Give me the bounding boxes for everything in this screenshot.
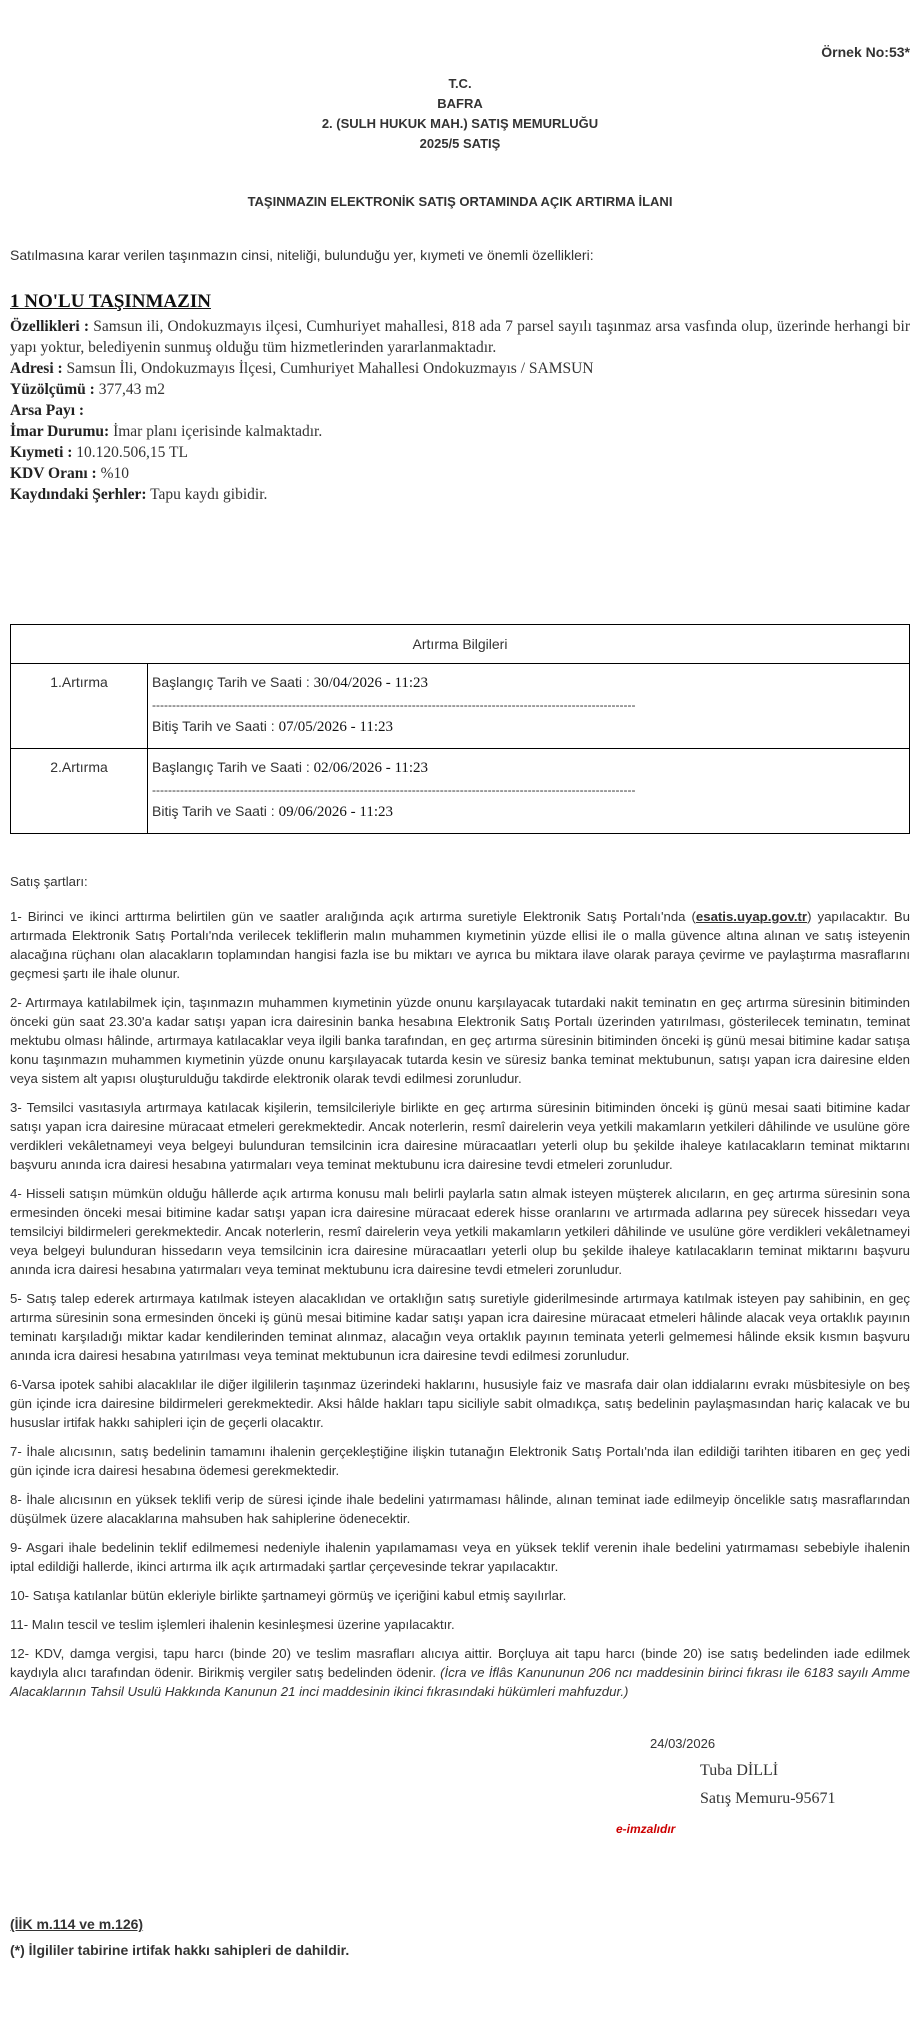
auction-times: [148, 664, 910, 749]
law-reference: (İİK m.114 ve m.126): [10, 1916, 144, 1932]
term-8: 8- İhale alıcısının en yüksek teklifi verip de süresi içinde ihale bedelini yatırmaması hâlinde, alınan teminat iade edilmeyip öncelikle satış masraflarından düşülmek üzere alacaklarına mahsuben hak sahiplerine ödenecektir.: [10, 1492, 910, 1526]
term-11: 11- Malın tescil ve teslim işlemleri ihalenin kesinleşmesi üzerine yapılacaktır.: [10, 1617, 455, 1632]
property-land-share: Arsa Payı :: [10, 402, 85, 419]
property-features: Özellikleri : Samsun ili, Ondokuzmayıs ilçesi, Cumhuriyet mahallesi, 818 ada 7 parsel sayılı taşınmaz arsa vasfında olup, üzerinde herhangi bir yapı yoktur, belediyenin sunmuş olduğu tüm hizmetlerinden yararlanmaktadır.: [10, 318, 910, 356]
property-zoning: İmar Durumu: İmar planı içerisinde kalmaktadır.: [10, 423, 323, 440]
header-block: [10, 74, 910, 154]
property-address: Adresi : Samsun İli, Ondokuzmayıs İlçesi, Cumhuriyet Mahallesi Ondokuzmayıs / SAMSUN: [10, 360, 594, 377]
term-6: 6-Varsa ipotek sahibi alacaklılar ile diğer ilgililerin taşınmaz üzerindeki haklarını, hususiyle faiz ve masrafa dair olan iddialarını evrakı müsbitesiyle on beş gün içinde icra dairesine bildirmeleri gerekmektedir. Aksi hâlde hakları tapu siciliyle sabit olmadıkça, satış bedelinin paylaşmasından hariç kalacak ve bu hususlar irtifak hakkı sahipleri için de geçerli olacaktır.: [10, 1377, 910, 1430]
term-1: 1- Birinci ve ikinci arttırma belirtilen gün ve saatler aralığında açık artırma suretiyle Elektronik Satış Portalı'nda (esatis.uyap.gov.tr) yapılacaktır. Bu artırmada Elektronik Satış Portalı'nda verilecek tekliflerin malın muhammen kıymetinin yüzde ellisi ile o malla güvence altına alınan ve satış isteyenin alacağına rüçhanı olan alacakların toplamından hangisi fazla ise bu miktarı ve ayrıca bu miktara ilave olarak paraya çevirme ve paylaştırma masraflarını geçmesi şartı ile ihale olunur.: [10, 909, 910, 981]
term-10: 10- Satışa katılanlar bütün ekleriyle birlikte şartnameyi görmüş ve içeriğini kabul etmiş sayılırlar.: [10, 1588, 567, 1603]
notice-title: TAŞINMAZIN ELEKTRONİK SATIŞ ORTAMINDA AÇIK ARTIRMA İLANI: [247, 194, 673, 209]
term-9: 9- Asgari ihale bedelinin teklif edilmemesi nedeniyle ihalenin yapılamaması veya en yüksek teklif verenin ihale bedelini yatırmaması sebebiyle ihalenin iptal edildiği hallerde, ikinci artırma ilk açık artırmadaki şartlar çerçevesinde tekrar yapılacaktır.: [10, 1540, 910, 1574]
property-area: Yüzölçümü : 377,43 m2: [10, 381, 166, 398]
auction-end: Bitiş Tarih ve Saati : 09/06/2026 - 11:23: [152, 803, 394, 820]
footnote: (*) İlgililer tabirine irtifak hakkı sahipleri de dahildir.: [10, 1942, 350, 1958]
signer-name: Tuba DİLLİ: [700, 1762, 779, 1779]
term-3: 3- Temsilci vasıtasıyla artırmaya katılacak kişilerin, temsilcileriyle birlikte en geç artırma süresinin bitiminden önceki iş günü mesai saati bitimine kadar satışı yapan icra dairesine müracaat etmeleri gerekmektedir. Ancak noterlerin, resmî dairelerin veya yetkili makamların yetkileri dâhilinde ve usulüne göre verdikleri vekâletnameyi veya belgeyi bulunduran temsilcinin icra dairesine müracaatları yeterli olup bu şekilde ihaleye katılacakların teminat miktarını başvuru anında icra dairesi hesabına yatırmaları veya teminat mektubunu icra dairesine tevdi etmeleri zorunludur.: [10, 1100, 910, 1172]
auction-label: 2.Artırma: [11, 749, 148, 834]
term-12: 12- KDV, damga vergisi, tapu harcı (binde 20) ve teslim masrafları alıcıya aittir. Borçluya ait tapu harcı (binde 20) ise satış bedelinden iade edilmek kaydıyla alıcı tarafından ödenir. Birikmiş vergiler satış bedelinden ödenir. (İcra ve İflâs Kanununun 206 ncı maddesinin birinci fıkrası ile 6183 sayılı Amme Alacaklarının Tahsil Usulü Hakkında Kanunun 21 inci maddesinin ikinci fıkrasındaki hükümleri mahfuzdur.): [10, 1646, 911, 1699]
term-4: 4- Hisseli satışın mümkün olduğu hâllerde açık artırma konusu malı belirli paylarla satın almak isteyen müşterek alıcıların, en geç artırma süresinin sona ermesinden önceki mesai bitimine kadar satışı yapan icra dairesine müracaat ederek hisse oranlarını ve artırmada adlarına pey sürecek hissedarı veya temsilciyi bildirmeleri gerekmektedir. Ancak noterlerin, resmî dairelerin veya yetkili makamların yetkileri dâhilinde ve usulüne göre verdikleri vekâletnameyi veya belgeyi bulunduran hissedarın veya temsilcinin icra dairesine müracaatları yeterli olup bu şekilde ihaleye katılacakların teminat miktarını başvuru anında icra dairesi hesabına yatırmaları veya teminat mektubunu icra dairesine tevdi etmeleri zorunludur.: [10, 1186, 910, 1277]
terms-heading: Satış şartları:: [10, 874, 88, 889]
ornek-no: Örnek No:53*: [821, 44, 910, 60]
auction-start: Başlangıç Tarih ve Saati : 30/04/2026 - 11:23: [152, 674, 429, 691]
header-office: 2. (SULH HUKUK MAH.) SATIŞ MEMURLUĞU: [321, 116, 599, 131]
esatis-link[interactable]: esatis.uyap.gov.tr: [695, 909, 808, 924]
auction-header: Artırma Bilgileri: [11, 625, 910, 664]
auction-start: Başlangıç Tarih ve Saati : 02/06/2026 - 11:23: [152, 759, 429, 776]
signer-title: Satış Memuru-95671: [700, 1790, 836, 1807]
term-2: 2- Artırmaya katılabilmek için, taşınmazın muhammen kıymetinin yüzde onunu karşılayacak tutardaki nakit teminatın en geç artırma süresinin bitiminden önceki gün saat 23.30'a kadar satışı yapan icra dairesinin banka hesabına Elektronik Satış Portalı üzerinden yatırılması, gösterilecek teminatın, teminat mektubu olması hâlinde, artırmaya katılacaklar veya ilgili banka tarafından, en geç artırma süresinin bitiminden önceki iş günü mesai bitimine kadar satışa konu taşınmazın muhammen kıymetinin yüzde onunu karşılayacak tutarda kesin ve süresiz banka teminat mektubunun, satışı yapan icra dairesine elden veya sistem alt yapısı oluşturulduğu takdirde elektronik olarak tevdi edilmesi zorunludur.: [10, 995, 910, 1086]
intro-text: Satılmasına karar verilen taşınmazın cinsi, niteliği, bulunduğu yer, kıymeti ve önemli özellikleri:: [10, 247, 594, 263]
e-signature-note: e-imzalıdır: [616, 1822, 676, 1836]
header-city: BAFRA: [437, 96, 483, 111]
term-7: 7- İhale alıcısının, satış bedelinin tamamını ihalenin gerçekleştiğine ilişkin tutanağın Elektronik Satış Portalı'nda ilan edildiği tarihten itibaren en geç yedi gün içinde icra dairesi hesabına ödemesi gerekmektedir.: [10, 1444, 910, 1478]
sale-terms: [10, 872, 910, 1711]
auction-end: Bitiş Tarih ve Saati : 07/05/2026 - 11:23: [152, 718, 394, 735]
auction-table: [10, 624, 910, 834]
property-section: [10, 290, 910, 505]
auction-header-row: [11, 625, 910, 664]
header-file-no: 2025/5 SATIŞ: [419, 136, 501, 151]
auction-row: [11, 664, 910, 749]
auction-label: 1.Artırma: [11, 664, 148, 749]
separator: -------------------------------------------------------------------------------------------------------------------------: [152, 698, 636, 712]
separator: -------------------------------------------------------------------------------------------------------------------------: [152, 783, 636, 797]
property-vat: KDV Oranı : %10: [10, 465, 129, 482]
term-5: 5- Satış talep ederek artırmaya katılmak isteyen alacaklıdan ve ortaklığın satış suretiyle giderilmesinde artırmaya katılmak isteyen pay sahibinin, en geç artırma süresinin sona ermesinden önceki iş günü mesai bitimine kadar satışı yapan icra dairesine müracaat etmeleri hâlinde alacak veya ortaklık payının teminatı karşıladığı miktar kadar kendilerinden teminat alınmaz, alacağın veya ortaklık payının teminata yeterli gelmemesi hâlinde eksik kısmın başvuru anında icra dairesi hesabına yatırılması veya teminat mektubunun icra dairesine tevdi edilmesi zorunludur.: [10, 1291, 910, 1363]
property-value: Kıymeti : 10.120.506,15 TL: [10, 444, 188, 461]
property-annotations: Kaydındaki Şerhler: Tapu kaydı gibidir.: [10, 486, 268, 503]
header-tc: T.C.: [448, 76, 472, 91]
sign-date: 24/03/2026: [650, 1736, 716, 1751]
property-title: 1 NO'LU TAŞINMAZIN: [10, 291, 211, 312]
auction-row: [11, 749, 910, 834]
auction-times: [148, 749, 910, 834]
